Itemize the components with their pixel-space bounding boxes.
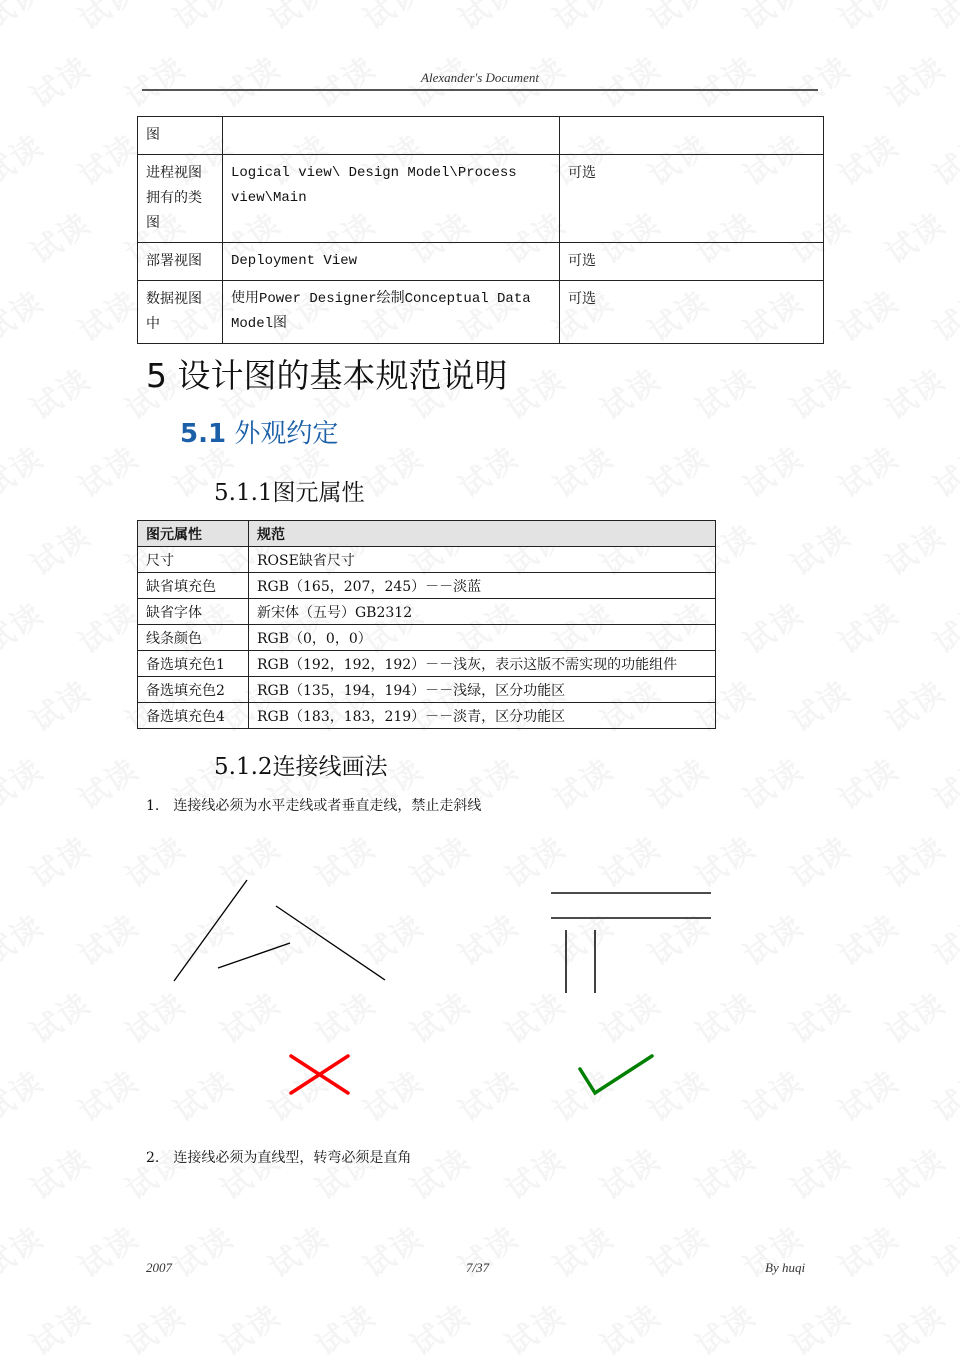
attr-cell: 尺寸 bbox=[138, 547, 249, 573]
spec-cell: RGB（183，183，219）－－淡青，区分功能区 bbox=[249, 703, 716, 729]
section-5-1-2-heading: 5.1.2连接线画法 bbox=[214, 754, 388, 780]
spec-cell: ROSE缺省尺寸 bbox=[249, 547, 716, 573]
rule-number: 2. bbox=[146, 1150, 160, 1166]
view-path: Logical view\ Design Model\Process view\Main bbox=[223, 155, 560, 243]
check-icon bbox=[580, 1056, 652, 1093]
attr-cell: 备选填充色4 bbox=[138, 703, 249, 729]
spec-cell: RGB（192，192，192）－－浅灰，表示这版不需实现的功能组件 bbox=[249, 651, 716, 677]
section-5-heading: 5 设计图的基本规范说明 bbox=[146, 356, 508, 395]
view-name: 数据视图中 bbox=[138, 281, 223, 344]
column-header: 规范 bbox=[249, 521, 716, 547]
view-name: 图 bbox=[138, 117, 223, 155]
rule-2 bbox=[146, 1147, 411, 1167]
header-title: Alexander's Document bbox=[421, 70, 539, 85]
section-5-1-1-heading: 5.1.1图元属性 bbox=[214, 480, 365, 506]
view-path: 使用Power Designer绘制Conceptual Data Model图 bbox=[223, 281, 560, 344]
view-path: Deployment View bbox=[223, 243, 560, 281]
rule-number: 1. bbox=[146, 798, 160, 814]
section-title: 外观约定 bbox=[234, 419, 339, 449]
column-header: 图元属性 bbox=[138, 521, 249, 547]
spec-cell: 新宋体（五号）GB2312 bbox=[249, 599, 716, 625]
view-required: 可选 bbox=[560, 281, 824, 344]
spec-cell: RGB（0，0，0） bbox=[249, 625, 716, 651]
attr-cell: 备选填充色2 bbox=[138, 677, 249, 703]
spec-cell: RGB（165，207，245）－－淡蓝 bbox=[249, 573, 716, 599]
diagonal-lines-example bbox=[174, 880, 385, 981]
attr-cell: 缺省字体 bbox=[138, 599, 249, 625]
footer-author: By huqi bbox=[765, 1260, 806, 1275]
rule-text: 连接线必须为水平走线或者垂直走线，禁止走斜线 bbox=[173, 798, 482, 814]
section-number: 5.1 bbox=[180, 419, 227, 449]
view-required: 可选 bbox=[560, 155, 824, 243]
view-required: 可选 bbox=[560, 243, 824, 281]
view-name: 部署视图 bbox=[138, 243, 223, 281]
attr-cell: 缺省填充色 bbox=[138, 573, 249, 599]
spec-cell: RGB（135，194，194）－－浅绿，区分功能区 bbox=[249, 677, 716, 703]
cross-icon bbox=[291, 1056, 348, 1093]
view-name: 进程视图拥有的类图 bbox=[138, 155, 223, 243]
footer-year: 2007 bbox=[146, 1260, 172, 1275]
attr-cell: 线条颜色 bbox=[138, 625, 249, 651]
footer-page-number: 7/37 bbox=[466, 1260, 490, 1275]
rule-text: 连接线必须为直线型，转弯必须是直角 bbox=[173, 1150, 412, 1166]
attr-cell: 备选填充色1 bbox=[138, 651, 249, 677]
orthogonal-lines-example bbox=[551, 893, 711, 993]
